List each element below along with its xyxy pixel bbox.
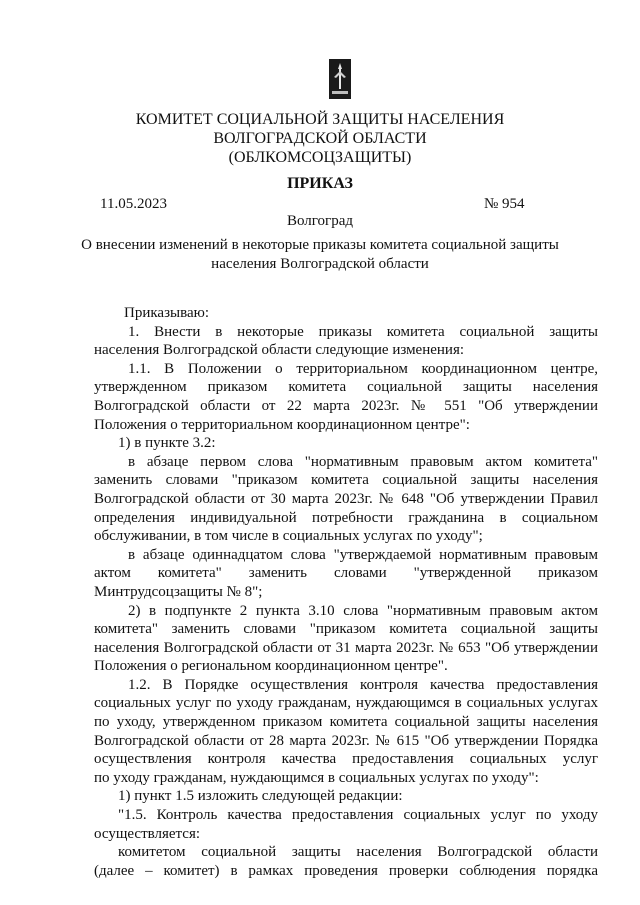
body-line: 1.1. В Положении о территориальном координационном центре, [128, 360, 598, 377]
document-number: № 954 [484, 196, 525, 212]
body-line: определения индивидуальной потребности гражданина в социальном [94, 509, 598, 526]
body-line: Волгоградской области от 22 марта 2023г. № 551 "Об утверждении [94, 397, 598, 414]
document-date: 11.05.2023 [100, 196, 167, 212]
body-line: утвержденном приказом комитета социальной защиты населения [94, 379, 598, 396]
body-line: Положения о региональном координационном центре". [94, 658, 448, 675]
body-line: в абзаце одиннадцатом слова "утверждаемой нормативным правовым [128, 546, 598, 563]
org-name-line-3: (ОБЛКОМСОЦЗАЩИТЫ) [228, 149, 412, 166]
body-line: 2) в подпункте 2 пункта 3.10 слова "нормативным правовым актом [128, 602, 598, 619]
body-line: в абзаце первом слова "нормативным правовым актом комитета" [128, 453, 598, 470]
org-name-line-2: ВОЛГОГРАДСКОЙ ОБЛАСТИ [213, 130, 427, 147]
subject-line-1: О внесении изменений в некоторые приказы комитета социальной защиты [81, 237, 559, 253]
body-line: 1) в пункте 3.2: [118, 435, 216, 452]
coat-of-arms-icon [329, 59, 351, 99]
body-line: населения Волгоградской области следующие изменения: [94, 342, 465, 359]
document-type: ПРИКАЗ [287, 175, 353, 192]
body-line: 1. Внести в некоторые приказы комитета социальной защиты [128, 323, 598, 340]
body-line: обслуживании, в том числе в социальных услугах по уходу"; [94, 528, 483, 545]
body-line: 1) пункт 1.5 изложить следующей редакции: [118, 788, 403, 805]
document-body [94, 304, 598, 880]
subject-line-2: населения Волгоградской области [211, 256, 429, 272]
org-name-line-1: КОМИТЕТ СОЦИАЛЬНОЙ ЗАЩИТЫ НАСЕЛЕНИЯ [135, 111, 505, 128]
body-line: (далее – комитет) в рамках проведения проверки соблюдения порядка [94, 862, 598, 879]
body-line: заменить словами "приказом комитета социальной защиты населения [94, 472, 598, 489]
body-line: Положения о территориальном координационном центре": [94, 416, 470, 433]
body-line: социальных услуг по уходу гражданам, нуждающимся в социальных услугах [94, 695, 598, 712]
body-line: по уходу гражданам, нуждающимся в социальных услугах по уходу": [94, 769, 539, 786]
document-city: Волгоград [286, 213, 353, 229]
body-line: Приказываю: [124, 305, 209, 321]
body-line: осуществления контроля качества предоставления социальных услуг [94, 751, 598, 768]
body-line: комитета" заменить словами "приказом комитета социальной защиты [94, 621, 598, 638]
body-line: Волгоградской области от 30 марта 2023г. № 648 "Об утверждении Правил [94, 490, 598, 507]
body-line: 1.2. В Порядке осуществления контроля качества предоставления [128, 676, 598, 693]
body-line: Минтрудсоцзащиты № 8"; [94, 583, 263, 600]
body-line: осуществляется: [94, 825, 201, 842]
body-line: "1.5. Контроль качества предоставления социальных услуг по уходу [118, 807, 598, 824]
body-line: комитетом социальной защиты населения Волгоградской области [118, 844, 598, 861]
body-line: Волгоградской области от 28 марта 2023г. № 615 "Об утверждении Порядка [94, 732, 598, 749]
document-subject [0, 236, 640, 274]
organization-header [0, 110, 640, 167]
body-line: населения Волгоградской области от 31 марта 2023г. № 653 "Об утверждении [94, 639, 598, 656]
body-line: по уходу, утвержденном приказом комитета социальной защиты населения [94, 714, 598, 731]
body-line: актом комитета" заменить словами "утвержденной приказом [94, 565, 598, 582]
